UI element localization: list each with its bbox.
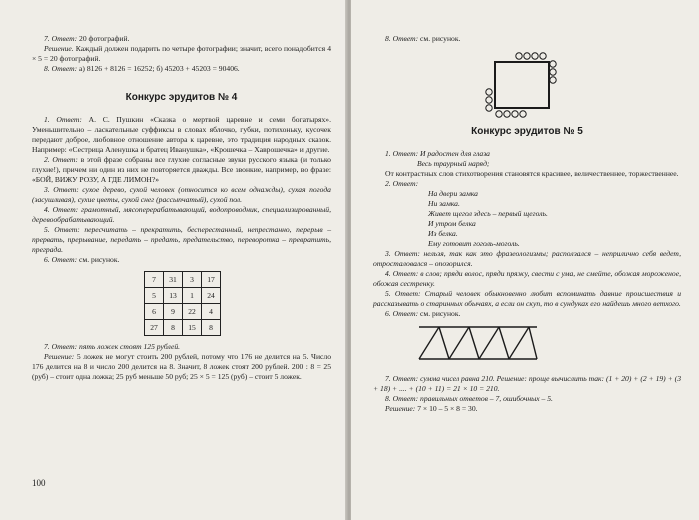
- answer-line: 2. Ответ:: [385, 179, 419, 188]
- grid-cell: 15: [183, 320, 202, 336]
- poem-line: И утром белка: [428, 219, 476, 228]
- section-heading: Конкурс эрудитов № 5: [471, 126, 583, 137]
- grid-cell: 4: [202, 304, 221, 320]
- grid-cell: 31: [164, 272, 183, 288]
- answer-para: 1. Ответ: А. С. Пушкин «Сказка о мертвой царевне и семи богатырях». Уменьшительно – ласкательные суффиксы в словах яблочко, губки, потихоньку, кусочек передают доброе, любовное отношение автора к царевне, это традиция народных сказок. Например: «Сестрица Аленушка и братец Иванушка», «Крошечка – Хаврошечка» и другие.: [32, 115, 331, 154]
- grid-cell: 9: [164, 304, 183, 320]
- page-number: 100: [32, 478, 46, 488]
- right-page: [351, 0, 699, 520]
- answer-line: 7. Ответ: 20 фотографий.: [44, 34, 130, 43]
- answer-line: Решение. Каждый должен подарить по четыре фотографии; значит, всего понадобится 4 × 5 = 20 фотографий.: [32, 44, 331, 63]
- answer-line: 1. Ответ: И радостен для глаза: [385, 149, 490, 158]
- answer-para: 4. Ответ: в слов; пряди волос, пряди пряжу, свести с ума, не смейте, обожая мороженое, обожая сестренку.: [373, 269, 681, 288]
- answer-line: Решение: 7 × 10 – 5 × 8 = 30.: [385, 404, 478, 413]
- answer-para: 5. Ответ: пересчитать – прекратить, бесперестанный, непрестанно, перерыв – прервать, прерывание, передать – предать, предательство, переворотка – превратить, преграда.: [32, 225, 331, 254]
- answer-para: 2. Ответ: в этой фразе собраны все глухие согласные звуки русского языка (и только глухие!), причем ни один из них не повторяется дважды. Все звонкие, например, во фразе: «БОЙ, ВИЖУ РОЗУ, А ГДЕ ЛИМОН?»: [32, 155, 331, 184]
- grid-cell: 3: [183, 272, 202, 288]
- answer-line: 6. Ответ: см. рисунок.: [385, 309, 461, 318]
- answer-line: 8. Ответ: см. рисунок.: [385, 34, 461, 43]
- grid-cell: 22: [183, 304, 202, 320]
- parallelogram-diagram: [415, 325, 541, 361]
- poem: [428, 189, 681, 249]
- answer-para: 7. Ответ: сумма чисел равна 210. Решение: проще вычислить так: (1 + 20) + (2 + 19) + (3 + 18) + .... + (10 + 11) = 21 × 10 = 210.: [373, 374, 681, 393]
- grid-cell: 8: [164, 320, 183, 336]
- answer-para: 7. Ответ: пять ложек стоят 125 рублей.: [44, 342, 181, 351]
- section-heading: Конкурс эрудитов № 4: [125, 92, 238, 103]
- poem-line: Ни замка.: [428, 199, 460, 208]
- grid-cell: 8: [202, 320, 221, 336]
- grid-cell: 5: [145, 288, 164, 304]
- parallelogram-figure: [415, 325, 681, 366]
- answer-line: 8. Ответ: правильных ответов – 7, ошибочных – 5.: [385, 394, 553, 403]
- poem-line: Ему готовит гоголь-моголь.: [428, 239, 520, 248]
- answer-para: От контрастных слов стихотворения становятся красивее, величественнее, торжественнее.: [385, 169, 679, 178]
- circles-figure: [485, 52, 565, 118]
- left-page: [0, 0, 347, 520]
- grid-cell: 1: [183, 288, 202, 304]
- grid-cell: 6: [145, 304, 164, 320]
- answer-line: 8. Ответ: а) 8126 + 8126 = 16252; б) 45203 + 45203 = 90406.: [44, 64, 240, 73]
- answer-line: Весь траурный наряд;: [417, 159, 490, 168]
- answer-para: Решение: 5 ложек не могут стоить 200 рублей, потому что 176 не делится на 5. Число 176 делится на 8 и число 200 делится на 8. Значит, 8 ложек стоят 200 рублей. 200 : 8 = 25 (руб) – стоит одна ложка; 25 руб меньше 50 руб; 25 × 5 = 125 (руб) – стоит 5 ложек.: [32, 352, 331, 381]
- answer-para: 3. Ответ: нельзя, так как это фразеологизмы; расползался – неприлично себя ведет, отросталовался – опозорился.: [373, 249, 681, 268]
- grid-cell: 24: [202, 288, 221, 304]
- answer-para: 5. Ответ: Старый человек обыкновенно любит вспоминать давние происшествия и рассказывать о старинных обычаях, а если он скуп, то в сундуках его найдешь много ветхого.: [373, 289, 681, 308]
- grid-cell: 17: [202, 272, 221, 288]
- poem-line: Из белка.: [428, 229, 458, 238]
- magic-square: [144, 271, 221, 336]
- poem-line: На двери замка: [428, 189, 478, 198]
- answer-para: 6. Ответ: см. рисунок.: [44, 255, 120, 264]
- grid-cell: 7: [145, 272, 164, 288]
- circles-square-diagram: [485, 52, 565, 118]
- grid-cell: 13: [164, 288, 183, 304]
- answer-para: 4. Ответ: грамотный, мясоперерабатывающий, водопроводник, специализированный, деревообрабатывающий.: [32, 205, 331, 224]
- answer-para: 3. Ответ: сухое дерево, сухой человек (относится ко всем однажды), сухая погода (засушливая), сухие цветы, сухой снег (рассыпчатый), сухой пол.: [32, 185, 331, 204]
- grid-cell: 27: [145, 320, 164, 336]
- poem-line: Живет щегол здесь – первый щеголь.: [428, 209, 548, 218]
